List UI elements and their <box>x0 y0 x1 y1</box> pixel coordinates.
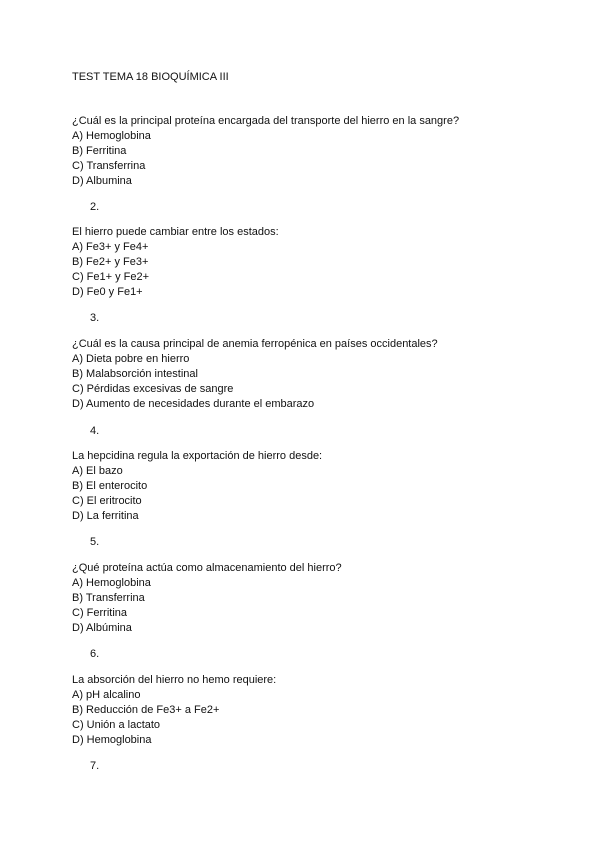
option-b: B) Malabsorción intestinal <box>72 368 198 380</box>
option-b: B) Ferritina <box>72 145 127 157</box>
question-text: ¿Cuál es la causa principal de anemia ferropénica en países occidentales? <box>72 338 438 350</box>
question-number-7: 7. <box>90 760 100 772</box>
option-a: A) Dieta pobre en hierro <box>72 353 190 365</box>
question-text: ¿Cuál es la principal proteína encargada del transporte del hierro en la sangre? <box>72 115 460 127</box>
question-5 <box>72 561 342 636</box>
question-text: ¿Qué proteína actúa como almacenamiento del hierro? <box>72 562 342 574</box>
option-a: A) Fe3+ y Fe4+ <box>72 241 149 253</box>
option-a: A) El bazo <box>72 465 123 477</box>
option-a: A) Hemoglobina <box>72 130 151 142</box>
option-d: D) Fe0 y Fe1+ <box>72 286 143 298</box>
question-3 <box>72 337 438 412</box>
question-number-5: 5. <box>90 536 100 548</box>
question-2 <box>72 225 279 300</box>
question-number-2: 2. <box>90 201 100 213</box>
question-4 <box>72 449 322 524</box>
option-d: D) Hemoglobina <box>72 734 152 746</box>
option-c: C) Unión a lactato <box>72 719 161 731</box>
question-6 <box>72 673 276 748</box>
option-a: A) pH alcalino <box>72 689 141 701</box>
question-number-4: 4. <box>90 425 100 437</box>
question-1 <box>72 114 459 189</box>
option-d: D) Albúmina <box>72 622 132 634</box>
option-c: C) El eritrocito <box>72 495 142 507</box>
option-d: D) Albumina <box>72 175 132 187</box>
document-title: TEST TEMA 18 BIOQUÍMICA III <box>72 71 229 83</box>
option-c: C) Ferritina <box>72 607 128 619</box>
option-b: B) Fe2+ y Fe3+ <box>72 256 149 268</box>
option-a: A) Hemoglobina <box>72 577 151 589</box>
question-text: La absorción del hierro no hemo requiere: <box>72 674 277 686</box>
option-c: C) Fe1+ y Fe2+ <box>72 271 150 283</box>
question-text: El hierro puede cambiar entre los estados: <box>72 226 279 238</box>
option-c: C) Transferrina <box>72 160 146 172</box>
option-b: B) Transferrina <box>72 592 145 604</box>
question-text: La hepcidina regula la exportación de hierro desde: <box>72 450 323 462</box>
question-number-6: 6. <box>90 648 100 660</box>
option-b: B) Reducción de Fe3+ a Fe2+ <box>72 704 220 716</box>
option-d: D) La ferritina <box>72 510 139 522</box>
option-d: D) Aumento de necesidades durante el embarazo <box>72 398 315 410</box>
option-c: C) Pérdidas excesivas de sangre <box>72 383 234 395</box>
option-b: B) El enterocito <box>72 480 148 492</box>
question-number-3: 3. <box>90 312 100 324</box>
